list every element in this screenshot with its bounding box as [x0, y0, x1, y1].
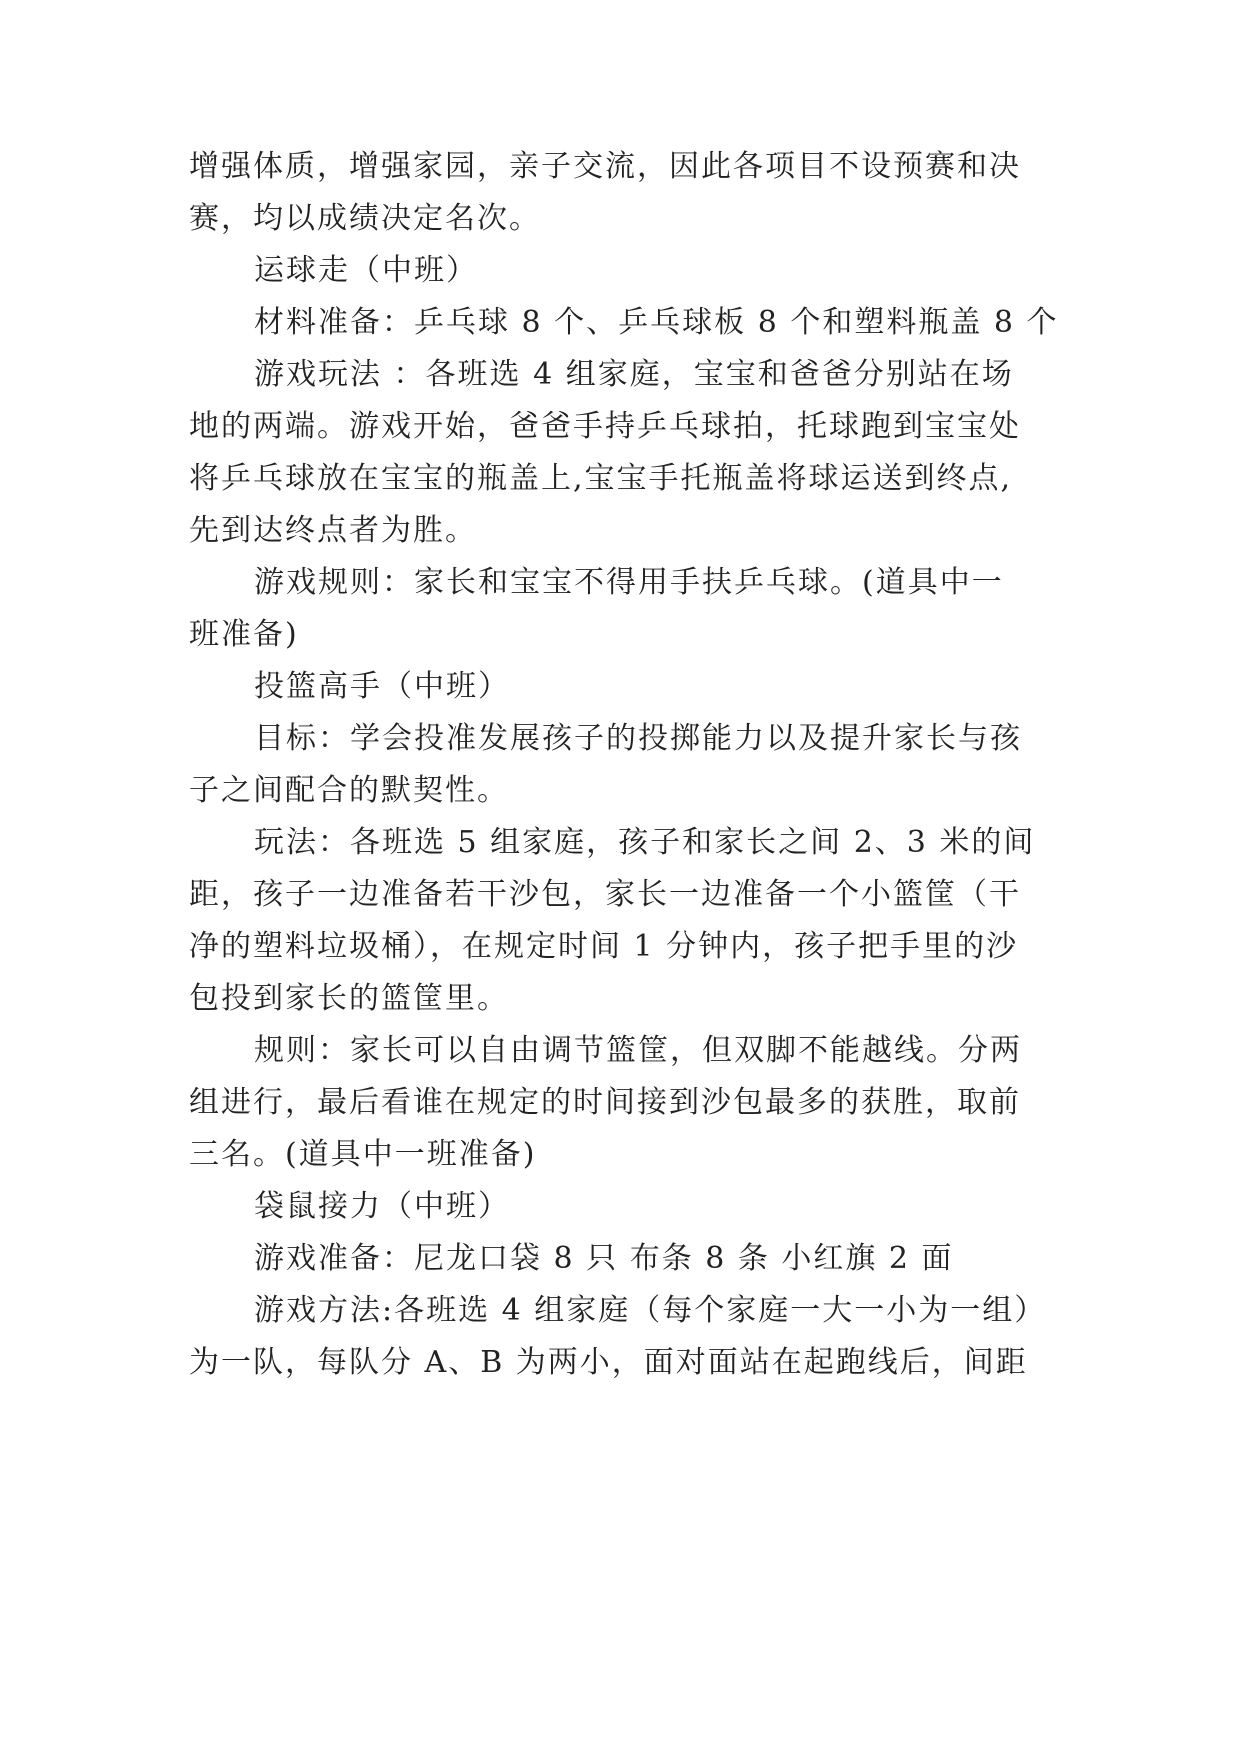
paragraph-line: 玩法：各班选 5 组家庭，孩子和家长之间 2、3 米的间: [254, 825, 1036, 860]
paragraph-line: 规则：家长可以自由调节篮筐，但双脚不能越线。分两: [254, 1033, 1022, 1068]
paragraph-line: 先到达终点者为胜。: [189, 513, 477, 548]
section-heading: 运球走（中班）: [254, 253, 478, 288]
paragraph-line: 地的两端。游戏开始，爸爸手持乒乓球拍，托球跑到宝宝处: [189, 409, 1021, 444]
paragraph-line: 赛，均以成绩决定名次。: [189, 201, 541, 236]
paragraph-line: 材料准备：乒乓球 8 个、乒乓球板 8 个和塑料瓶盖 8 个: [254, 305, 1059, 340]
section-heading: 袋鼠接力（中班）: [254, 1189, 510, 1224]
paragraph-line: 班准备): [189, 617, 299, 652]
paragraph-line: 游戏准备：尼龙口袋 8 只 布条 8 条 小红旗 2 面: [254, 1241, 954, 1276]
paragraph-line: 组进行，最后看谁在规定的时间接到沙包最多的获胜，取前: [189, 1085, 1021, 1120]
paragraph-line: 游戏玩法 ：各班选 4 组家庭，宝宝和爸爸分别站在场: [254, 357, 1014, 392]
paragraph-line: 三名。(道具中一班准备): [189, 1137, 537, 1172]
paragraph-line: 将乒乓球放在宝宝的瓶盖上,宝宝手托瓶盖将球运送到终点,: [189, 461, 1013, 496]
paragraph-line: 距，孩子一边准备若干沙包，家长一边准备一个小篮筐（干: [189, 877, 1021, 912]
paragraph-line: 目标：学会投准发展孩子的投掷能力以及提升家长与孩: [254, 721, 1022, 756]
paragraph-line: 净的塑料垃圾桶），在规定时间 1 分钟内，孩子把手里的沙: [189, 929, 1019, 964]
paragraph-line: 增强体质，增强家园，亲子交流，因此各项目不设预赛和决: [189, 149, 1021, 184]
paragraph-line: 包投到家长的篮筐里。: [189, 981, 509, 1016]
paragraph-line: 游戏方法:各班选 4 组家庭（每个家庭一大一小为一组）: [254, 1293, 1047, 1328]
section-heading: 投篮高手（中班）: [254, 669, 510, 704]
paragraph-line: 游戏规则：家长和宝宝不得用手扶乒乓球。(道具中一: [254, 565, 1004, 600]
paragraph-line: 子之间配合的默契性。: [189, 773, 509, 808]
paragraph-line: 为一队，每队分 A、B 为两小，面对面站在起跑线后，间距: [189, 1345, 1028, 1380]
